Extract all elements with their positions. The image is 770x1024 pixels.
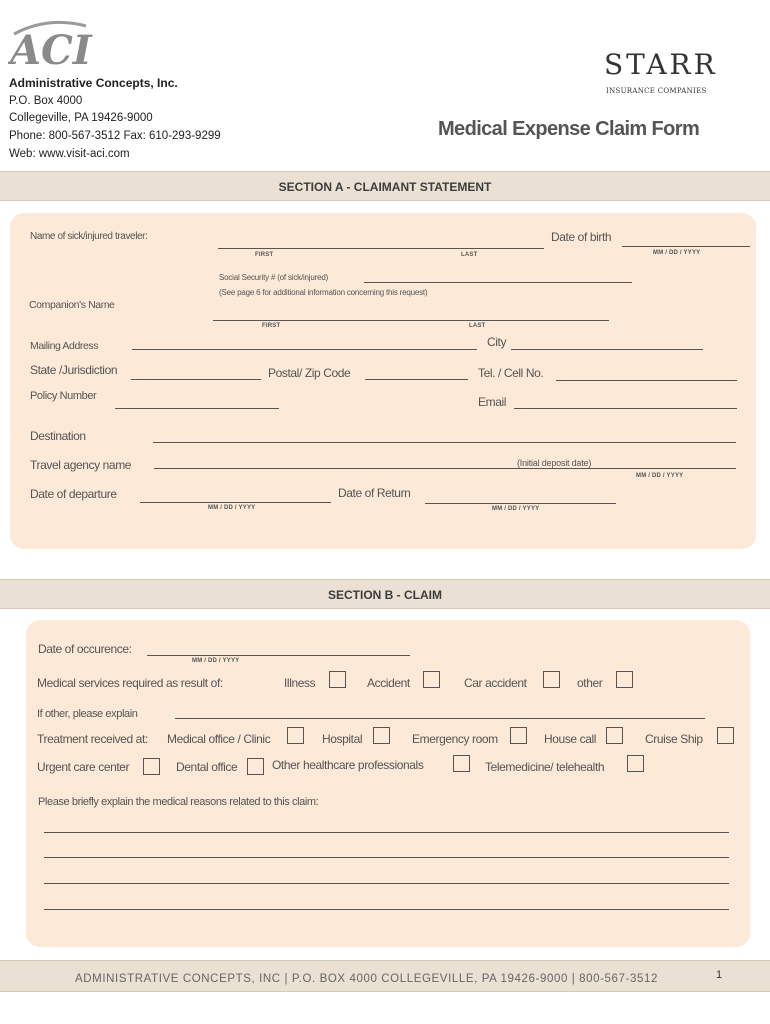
dob-label: Date of birth (551, 230, 612, 244)
traveler-name-field[interactable] (218, 248, 544, 249)
car-accident-label: Car accident (464, 676, 527, 690)
state-field[interactable] (131, 379, 261, 380)
zip-label: Postal/ Zip Code (268, 366, 351, 380)
other-prof-label: Other healthcare professionals (272, 758, 424, 772)
departure-label: Date of departure (30, 487, 117, 501)
er-label: Emergency room (412, 732, 498, 746)
deposit-label: (Initial deposit date) (517, 458, 592, 468)
illness-label: Illness (284, 676, 316, 690)
return-field[interactable] (425, 503, 616, 504)
dob-format: MM / DD / YYYY (653, 250, 701, 256)
reasons-label: Please briefly explain the medical reasons related to this claim: (38, 796, 319, 808)
reasons-line-2[interactable] (44, 857, 729, 858)
telemed-label: Telemedicine/ telehealth (485, 760, 605, 774)
website: Web: www.visit-aci.com (9, 148, 130, 160)
deposit-format: MM / DD / YYYY (636, 473, 684, 479)
cruise-checkbox[interactable] (717, 727, 734, 744)
address-line1: P.O. Box 4000 (9, 95, 83, 107)
house-call-checkbox[interactable] (606, 727, 623, 744)
dental-label: Dental office (176, 760, 238, 774)
companion-first-label: FIRST (262, 323, 281, 329)
departure-format: MM / DD / YYYY (208, 505, 256, 511)
companion-field[interactable] (213, 320, 609, 321)
destination-label: Destination (30, 429, 86, 443)
section-b-title: SECTION B - CLAIM (328, 588, 442, 602)
urgent-label: Urgent care center (37, 760, 130, 774)
traveler-first-label: FIRST (255, 252, 274, 258)
occurrence-format: MM / DD / YYYY (192, 658, 240, 664)
page-number: 1 (716, 969, 723, 981)
illness-checkbox[interactable] (329, 671, 346, 688)
destination-field[interactable] (153, 442, 736, 443)
state-label: State /Jurisdiction (30, 363, 118, 377)
dental-checkbox[interactable] (247, 758, 264, 775)
reasons-line-3[interactable] (44, 883, 729, 884)
companion-last-label: LAST (469, 323, 486, 329)
ssn-label: Social Security # (of sick/injured) (219, 273, 329, 282)
email-label: Email (478, 395, 507, 409)
footer-band (0, 960, 770, 992)
starr-logo-name: STARR (604, 48, 718, 81)
reasons-line-4[interactable] (44, 909, 729, 910)
section-b-header (0, 579, 770, 609)
accident-label: Accident (367, 676, 410, 690)
er-checkbox[interactable] (510, 727, 527, 744)
return-label: Date of Return (338, 486, 411, 500)
email-field[interactable] (514, 408, 737, 409)
house-call-label: House call (544, 732, 597, 746)
occurrence-label: Date of occurence: (38, 642, 132, 656)
address-line2: Collegeville, PA 19426-9000 (9, 112, 153, 124)
zip-field[interactable] (365, 379, 468, 380)
logo-text: ACI (10, 27, 92, 68)
dob-field[interactable] (622, 246, 750, 247)
accident-checkbox[interactable] (423, 671, 440, 688)
company-name: Administrative Concepts, Inc. (9, 76, 178, 90)
occurrence-field[interactable] (147, 655, 410, 656)
explain-field[interactable] (175, 718, 705, 719)
traveler-name-label: Name of sick/injured traveler: (30, 231, 148, 242)
return-format: MM / DD / YYYY (492, 506, 540, 512)
cruise-label: Cruise Ship (645, 732, 703, 746)
phone-fax: Phone: 800-567-3512 Fax: 610-293-9299 (9, 130, 221, 142)
other-label: other (577, 676, 603, 690)
tel-label: Tel. / Cell No. (478, 366, 544, 380)
car-accident-checkbox[interactable] (543, 671, 560, 688)
mailing-field[interactable] (132, 349, 477, 350)
telemed-checkbox[interactable] (627, 755, 644, 772)
companion-label: Companion's Name (29, 299, 115, 311)
mailing-label: Mailing Address (30, 340, 99, 352)
hospital-label: Hospital (322, 732, 363, 746)
section-b-panel (26, 620, 750, 947)
section-a-title: SECTION A - CLAIMANT STATEMENT (278, 180, 492, 194)
tel-field[interactable] (556, 380, 737, 381)
policy-field[interactable] (115, 408, 279, 409)
section-a-header (0, 171, 770, 201)
footer-text: ADMINISTRATIVE CONCEPTS, INC | P.O. BOX 4000 COLLEGEVILLE, PA 19426-9000 | 800-567-3512 (75, 973, 658, 985)
other-checkbox[interactable] (616, 671, 633, 688)
other-prof-checkbox[interactable] (453, 755, 470, 772)
medical-office-checkbox[interactable] (287, 727, 304, 744)
policy-label: Policy Number (30, 390, 97, 402)
aci-logo (8, 16, 108, 68)
form-title: Medical Expense Claim Form (438, 118, 700, 140)
urgent-checkbox[interactable] (143, 758, 160, 775)
result-label: Medical services required as result of: (37, 676, 223, 690)
hospital-checkbox[interactable] (373, 727, 390, 744)
ssn-field[interactable] (364, 282, 632, 283)
city-label: City (487, 335, 507, 349)
explain-label: If other, please explain (37, 708, 138, 720)
city-field[interactable] (511, 349, 703, 350)
traveler-last-label: LAST (461, 252, 478, 258)
starr-logo-sub: INSURANCE COMPANIES (606, 87, 707, 95)
ssn-note: (See page 6 for additional information concerning this request) (219, 288, 428, 297)
departure-field[interactable] (140, 502, 331, 503)
reasons-line-1[interactable] (44, 832, 729, 833)
agency-field[interactable] (154, 468, 736, 469)
treatment-label: Treatment received at: (37, 732, 148, 746)
medical-office-label: Medical office / Clinic (167, 732, 271, 746)
agency-label: Travel agency name (30, 458, 132, 472)
